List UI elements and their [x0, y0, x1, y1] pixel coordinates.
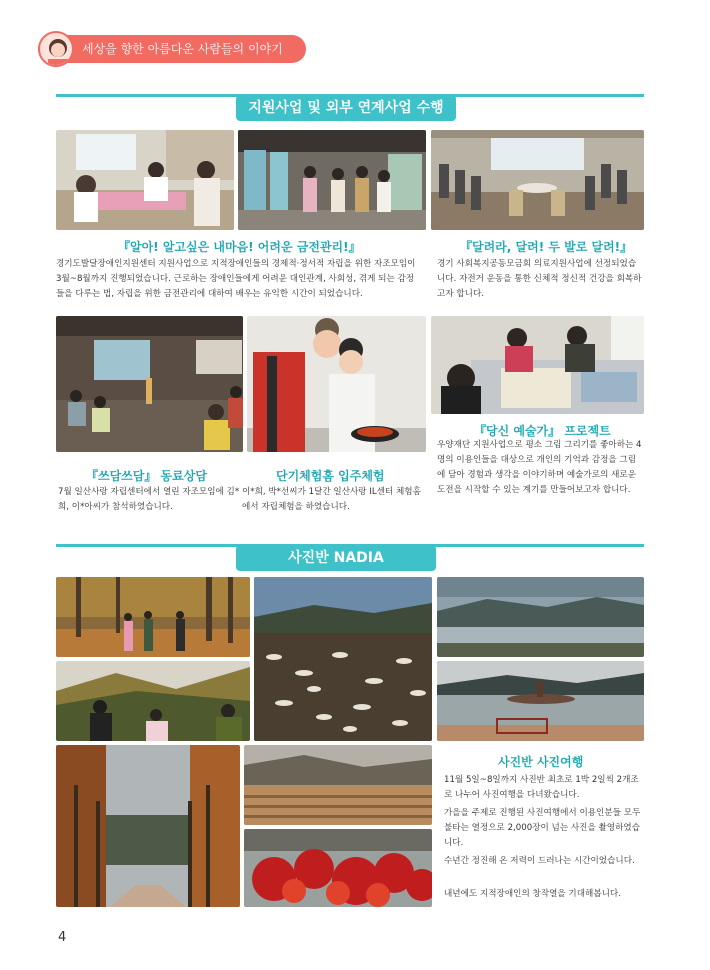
section-title: 지원사업 및 외부 연계사업 수행 [236, 95, 456, 121]
photo-cooking [247, 316, 426, 452]
item5-title: 『당신 예술가』 프로젝트 [474, 424, 611, 438]
photo-painting-project [431, 316, 644, 414]
photo-reed-field [254, 577, 432, 741]
item3-body: 7월 일산사랑 자립센터에서 열린 자조모임에 김*희, 이*아씨가 참석하였습니다. [58, 487, 240, 512]
photo-pampas-field [244, 745, 432, 825]
photo-autumn-forest [56, 577, 250, 657]
photo-trip-paragraph-1: 11월 5일~8일까지 사진반 최초로 1박 2일씩 2개조로 나누어 사진여행을 다녀왔습니다. [444, 775, 639, 800]
item3-title: 『쓰담쓰담』 동료상담 [86, 469, 207, 483]
item2-body: 경기 사회복지공동모금회 의료지원사업에 선정되었습니다. 자전거 운동을 통한 신체적 정신적 건강을 회복하고자 합니다. [437, 259, 642, 299]
photo-lake-island [437, 661, 644, 741]
item2-title: 『달려라, 달려! 두 발로 달려!』 [460, 240, 633, 254]
photo-valley-view [56, 661, 250, 741]
photo-trip-title: 사진반 사진여행 [498, 755, 584, 769]
item4-title: 단기체험홈 입주체험 [276, 469, 385, 483]
item1-body: 경기도발달장애인지원센터 지원사업으로 지적장애인들의 경제적·정서적 자립을 위한 자조모임이 3월~8월까지 진행되었습니다. 근로하는 장애인들에게 어려운 대인관계, 사회성, 겪게 되는 감정들을 다루는 법, 자립을 위한 금전관리에 대하여 배우는 유익한 시간이 되었습니다. [56, 259, 416, 299]
photo-red-maple [244, 829, 432, 907]
photo-exhibition-visit [238, 130, 426, 230]
photo-tree-lined-road [56, 745, 240, 907]
header-title: 세상을 향한 아름다운 사람들의 이야기 [82, 42, 283, 56]
photo-trip-paragraph-3: 수년간 정진해 온 저력이 드러나는 시간이었습니다. [444, 856, 635, 866]
item1-title: 『알아! 알고싶은 내마음! 어려운 금전관리!』 [118, 240, 361, 254]
photo-trip-paragraph-2: 가을을 주제로 진행된 사진여행에서 이용인분들 모두 불타는 열정으로 2,000장이 넘는 사진을 촬영하였습니다. [444, 808, 641, 848]
photo-peer-counseling [56, 316, 243, 452]
item5-body: 우양재단 지원사업으로 평소 그림 그리기를 좋아하는 4명의 이용인들을 대상으로 개인의 기억과 감정을 그림에 담아 경험과 생각을 이야기하며 예술가로의 새로운 도전을 시작할 수 있는 계기를 만들어보고자 합니다. [437, 440, 642, 495]
photo-money-class [56, 130, 234, 230]
photo-misty-lake [437, 577, 644, 657]
section-title-photo-club: 사진반 NADIA [236, 545, 436, 571]
photo-trip-paragraph-4: 내년에도 지적장애인의 창작열을 기대해봅니다. [444, 889, 621, 899]
item4-body: 이*희, 박*선씨가 1달간 일산사랑 IL센터 체험홈에서 자립체험을 하였습니다. [242, 487, 421, 512]
photo-bicycle-gym [431, 130, 644, 230]
page-number: 4 [58, 930, 67, 945]
avatar-illustration [38, 31, 74, 67]
